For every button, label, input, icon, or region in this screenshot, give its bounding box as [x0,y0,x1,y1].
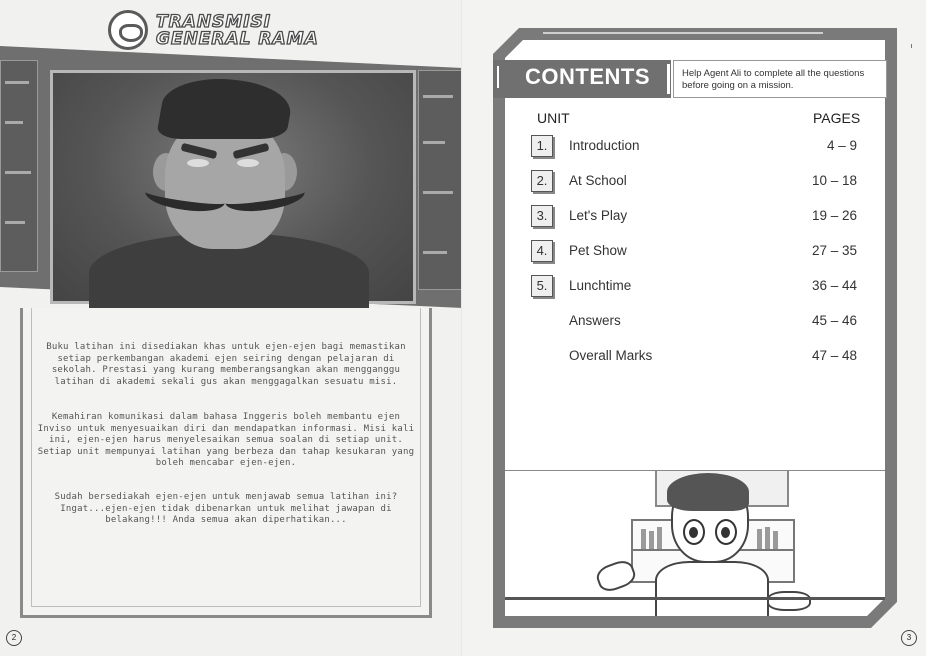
boy-body [655,561,769,616]
page-number: 2 [6,630,22,646]
right-control-panel [418,70,462,290]
general-rama-screen [50,70,416,304]
unit-number-badge: 2. [531,170,553,192]
unit-number-badge: 5. [531,275,553,297]
desk-edge [505,597,885,600]
boy-resting-hand [767,591,811,611]
intro-paragraph-3: Sudah bersediakah ejen-ejen untuk menjawab semua latihan ini? Ingat...ejen-ejen tidak dibenarkan untuk melihat jawapan di belakang!!! Anda semua akan diperhatikan... [54,492,398,525]
boy-hair [667,473,749,511]
mask-emblem-icon [108,10,148,50]
help-note: Help Agent Ali to complete all the questions before going on a mission. [673,60,887,98]
unit-number-badge: 4. [531,240,553,262]
answers-pages: 45 – 46 [811,313,857,328]
overall-marks-pages: 47 – 48 [811,348,857,363]
agent-ali-illustration [505,471,885,616]
unit-title: Pet Show [569,243,627,258]
character-moustache [145,185,305,205]
logo-line-2: GENERAL RAMA [156,29,319,49]
unit-pages: 19 – 26 [811,208,857,223]
overall-marks-title: Overall Marks [569,348,653,363]
unit-title: At School [569,173,627,188]
transmisi-logo [108,10,348,52]
unit-pages: 36 – 44 [811,278,857,293]
unit-number-badge: 1. [531,135,553,157]
pages-column-header: PAGES [813,110,861,126]
page-title: CONTENTS [525,64,650,89]
intro-paragraph-1: Buku latihan ini disediakan khas untuk ejen-ejen bagi memastikan setiap perkembangan akademi ejen seiring dengan pelajaran di sekolah. Prestasi yang kurang memberangsangkan akan mengganggu latihan di akademi sekali gus akan menggagalkan sesuatu misi. [46,342,406,387]
left-control-panel [0,60,38,272]
intro-paragraph-2: Kemahiran komunikasi dalam bahasa Inggeris boleh membantu ejen Inviso untuk menyesuaikan diri dan mendapatkan informasi. Misi kali ini, ejen-ejen harus menyelesaikan semua soalan di setiap unit. Setiap unit mempunyai latihan yang berbeza dan tahap kesukaran yang boleh mencabar ejen-ejen. [37,412,415,468]
unit-pages: 10 – 18 [811,173,857,188]
page-number: 3 [901,630,917,646]
unit-number-badge: 3. [531,205,553,227]
unit-title: Introduction [569,138,640,153]
right-page [463,0,926,656]
unit-column-header: UNIT [537,110,570,126]
unit-title: Lunchtime [569,278,632,293]
unit-title: Let's Play [569,208,628,223]
logo-line-1: TRANSMISI [156,12,272,32]
answers-title: Answers [569,313,621,328]
unit-pages: 4 – 9 [826,138,857,153]
unit-pages: 27 – 35 [811,243,857,258]
